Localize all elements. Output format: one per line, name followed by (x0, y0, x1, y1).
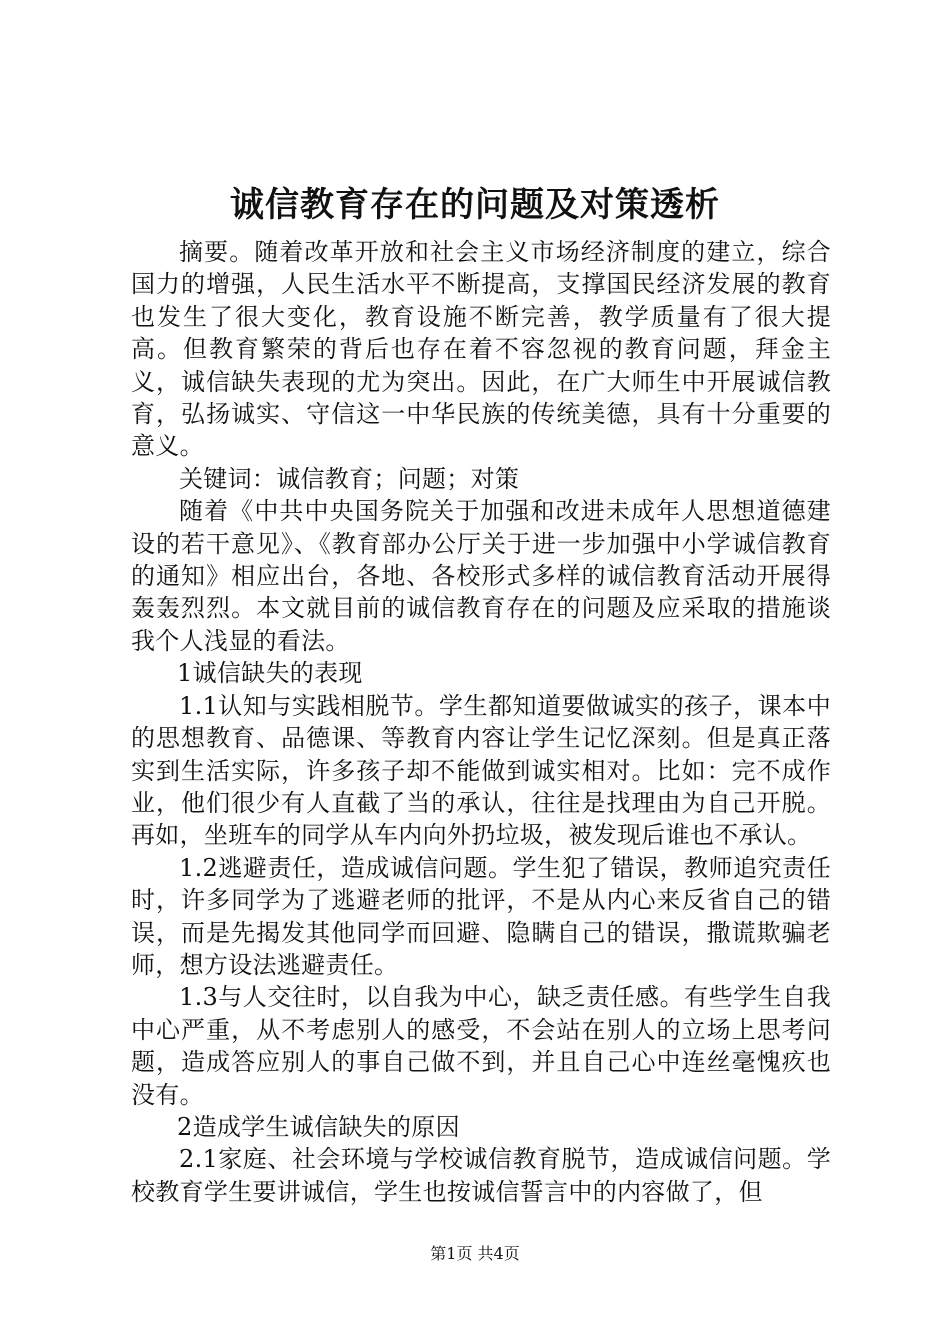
abstract-paragraph: 摘要。随着改革开放和社会主义市场经济制度的建立，综合国力的增强，人民生活水平不断提高，支撑国民经济发展的教育也发生了很大变化，教育设施不断完善，教学质量有了很大提高。但教育繁荣的背后也存在着不容忽视的教育问题，拜金主义，诚信缺失表现的尤为突出。因此，在广大师生中开展诚信教育，弘扬诚实、守信这一中华民族的传统美德，具有十分重要的意义。 (131, 238, 831, 461)
section-heading-2: 2造成学生诚信缺失的原因 (177, 1112, 460, 1141)
document-title: 诚信教育存在的问题及对策透析 (230, 185, 720, 225)
subsection-paragraph-1-3: 1.3与人交往时，以自我为中心，缺乏责任感。有些学生自我中心严重，从不考虑别人的感受，不会站在别人的立场上思考问题，造成答应别人的事自己做不到，并且自己心中连丝毫愧疚也没有。 (131, 983, 831, 1109)
subsection-paragraph-1-2: 1.2逃避责任，造成诚信问题。学生犯了错误，教师追究责任时，许多同学为了逃避老师的批评，不是从内心来反省自己的错误，而是先揭发其他同学而回避、隐瞒自己的错误，撒谎欺骗老师，想方设法逃避责任。 (131, 853, 831, 979)
intro-paragraph: 随着《中共中央国务院关于加强和改进未成年人思想道德建设的若干意见》、《教育部办公厅关于进一步加强中小学诚信教育的通知》相应出台，各地、各校形式多样的诚信教育活动开展得轰轰烈烈。本文就目前的诚信教育存在的问题及应采取的措施谈我个人浅显的看法。 (131, 497, 831, 655)
section-heading-1: 1诚信缺失的表现 (177, 659, 363, 688)
keywords-paragraph: 关键词：诚信教育；问题；对策 (179, 464, 520, 493)
document-body (131, 236, 831, 1208)
subsection-paragraph-2-1: 2.1家庭、社会环境与学校诚信教育脱节，造成诚信问题。学校教育学生要讲诚信，学生也按诚信誓言中的内容做了，但 (131, 1145, 831, 1206)
subsection-paragraph-1-1: 1.1认知与实践相脱节。学生都知道要做诚实的孩子，课本中的思想教育、品德课、等教育内容让学生记忆深刻。但是真正落实到生活实际，许多孩子却不能做到诚实相对。比如：完不成作业，他们很少有人直截了当的承认，往往是找理由为自己开脱。再如，坐班车的同学从车内向外扔垃圾，被发现后谁也不承认。 (131, 691, 831, 850)
page-footer: 第1页 共4页 (430, 1244, 520, 1263)
